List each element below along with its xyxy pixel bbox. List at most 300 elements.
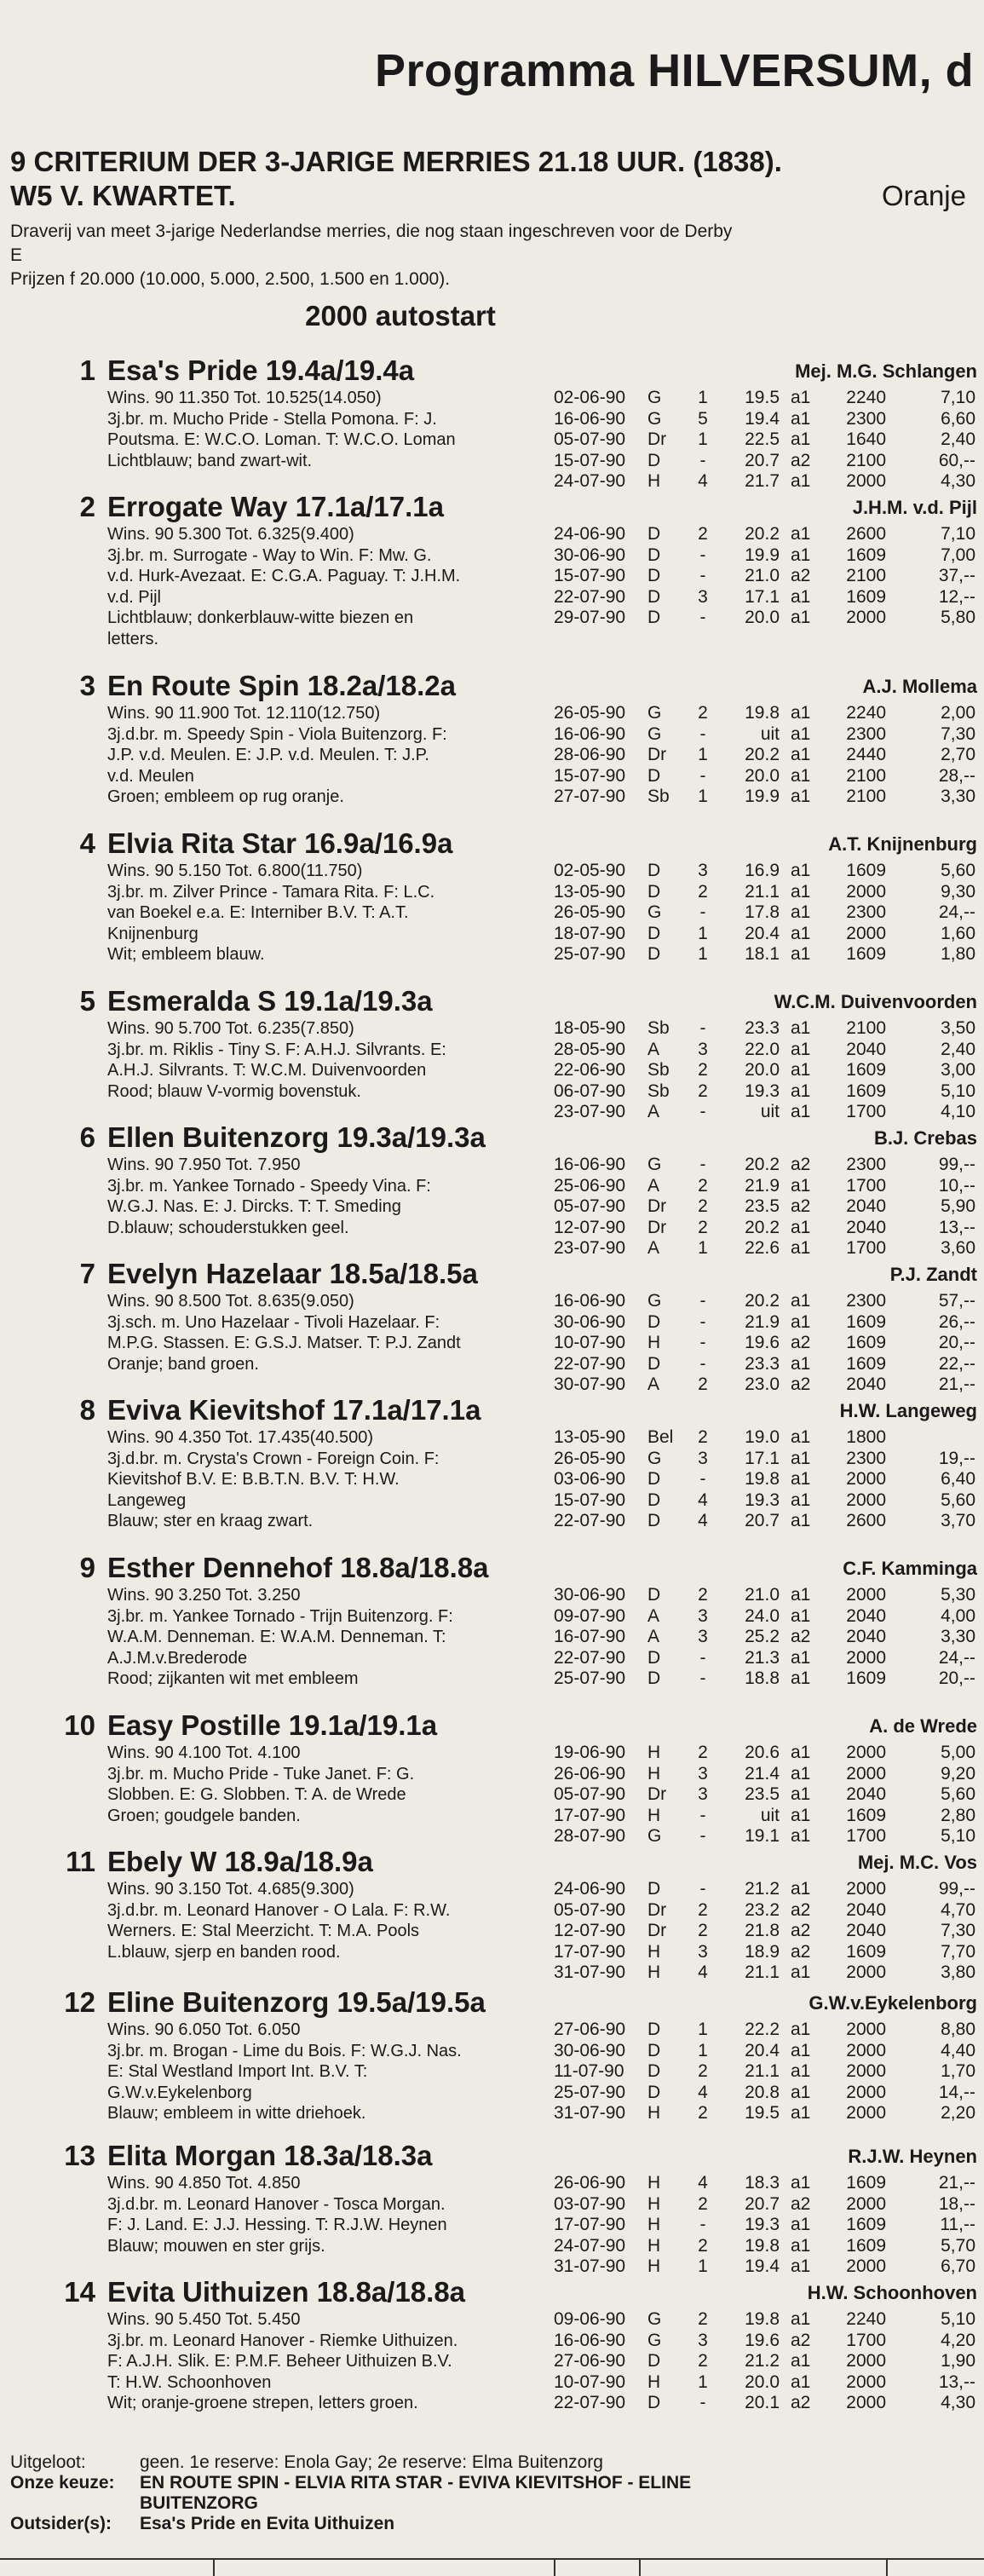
run-date: 19-06-90	[554, 1743, 626, 1762]
run-start: a1	[791, 1060, 811, 1080]
run-time: 18.9	[745, 1941, 780, 1962]
run-start: a1	[791, 429, 811, 449]
run-place: -	[699, 1879, 706, 1899]
run-distance: 2000	[846, 1469, 886, 1489]
horse-detail-line: F: A.J.H. Slik. E: P.M.F. Beheer Uithuizen B.V.	[107, 2352, 452, 2371]
run-start: a1	[791, 2082, 811, 2102]
run-date: 15-07-90	[554, 566, 626, 585]
run-date: 12-07-90	[554, 1921, 626, 1940]
run-track: H	[647, 2103, 661, 2123]
run-track: G	[647, 1155, 662, 1174]
run-place: -	[699, 1668, 706, 1688]
run-odds: 5,80	[941, 608, 975, 627]
horse-detail-line: L.blauw, sjerp en banden rood.	[107, 1942, 341, 1962]
run-time: 20.2	[745, 745, 780, 764]
run-start: a1	[791, 1784, 811, 1804]
run-distance: 2040	[846, 1374, 886, 1394]
keuze-label: Onze keuze:	[10, 2473, 115, 2492]
run-odds: 5,10	[941, 2309, 975, 2329]
run-odds: 4,30	[941, 471, 975, 491]
run-place: 4	[698, 471, 708, 491]
run-place: 3	[698, 1784, 708, 1804]
run-odds: 7,10	[941, 524, 975, 544]
horse-detail-line: A.H.J. Silvrants. T: W.C.M. Duivenvoorden	[107, 1061, 427, 1080]
run-place: -	[699, 450, 706, 470]
run-start: a1	[791, 524, 811, 544]
horse-details	[107, 1879, 508, 1962]
run-time: 18.8	[745, 1668, 780, 1688]
horse-name: Evelyn Hazelaar 18.5a/18.5a	[107, 1258, 478, 1289]
run-distance: 1700	[846, 1826, 886, 1846]
horse-number: 5	[79, 985, 95, 1017]
run-time: 20.0	[745, 2371, 780, 2392]
run-date: 26-05-90	[554, 1448, 626, 1468]
run-distance: 1609	[846, 1805, 886, 1825]
run-time: 23.3	[745, 1353, 780, 1374]
run-time: 20.8	[745, 2082, 780, 2102]
run-start: a1	[791, 2061, 811, 2081]
run-odds: 2,40	[941, 1039, 975, 1059]
horse-detail-line: Blauw; mouwen en ster grijs.	[107, 2236, 325, 2256]
run-odds: 5,10	[941, 1826, 975, 1846]
run-distance: 2000	[846, 1879, 886, 1899]
horse-detail-line: F: J. Land. E: J.J. Hessing. T: R.J.W. Heynen	[107, 2216, 447, 2234]
run-track: Dr	[647, 1899, 667, 1920]
run-start: a1	[791, 2371, 811, 2392]
horse-detail-line: Wins. 90 8.500 Tot. 8.635(9.050)	[107, 1292, 354, 1311]
horse-detail-line: letters.	[107, 629, 159, 648]
run-date: 16-07-90	[554, 1627, 626, 1646]
horse-number: 14	[64, 2276, 95, 2308]
horse-detail-line: Wins. 90 11.350 Tot. 10.525(14.050)	[107, 389, 382, 407]
run-time: 21.4	[745, 1763, 780, 1784]
run-odds: 2,20	[941, 2103, 975, 2123]
run-distance: 2000	[846, 2020, 886, 2039]
run-time: 22.0	[745, 1039, 780, 1059]
run-time: 23.5	[745, 1196, 780, 1216]
run-start: a2	[791, 566, 811, 585]
run-place: 3	[698, 1627, 708, 1646]
run-start: a1	[791, 1743, 811, 1762]
run-start: a1	[791, 902, 811, 922]
run-place: 3	[698, 586, 708, 607]
run-time: 19.5	[745, 388, 780, 407]
run-place: 1	[698, 923, 708, 943]
run-odds: 12,--	[938, 586, 975, 607]
run-track: H	[647, 1763, 661, 1784]
horse-detail-line: 3j.br. m. Surrogate - Way to Win. F: Mw. G.	[107, 545, 432, 565]
run-distance: 1700	[846, 1175, 886, 1196]
run-odds: 19,--	[938, 1448, 975, 1468]
horse-number: 11	[66, 1846, 95, 1877]
horse-name: Elita Morgan 18.3a/18.3a	[107, 2140, 433, 2171]
run-place: 3	[698, 1941, 708, 1962]
run-track: Sb	[647, 1081, 670, 1101]
run-distance: 2000	[846, 2082, 886, 2102]
run-start: a1	[791, 1039, 811, 1059]
horse-trainer: Mej. M.G. Schlangen	[795, 360, 977, 382]
run-odds: 1,60	[941, 923, 975, 943]
run-distance: 2040	[846, 1921, 886, 1940]
run-time: 20.0	[745, 608, 780, 627]
run-odds: 7,70	[941, 1941, 975, 1962]
run-distance: 2040	[846, 1039, 886, 1059]
run-place: 3	[698, 2330, 708, 2350]
run-date: 13-05-90	[554, 881, 626, 902]
run-time: 23.5	[745, 1784, 780, 1804]
run-place: 1	[698, 2256, 708, 2276]
horse-detail-line: Oranje; band groen.	[107, 1354, 259, 1374]
run-start: a2	[791, 1899, 811, 1920]
run-track: A	[647, 1175, 660, 1196]
race-color: Oranje	[881, 180, 966, 211]
run-place: -	[699, 1647, 706, 1668]
horse-number: 12	[64, 1986, 95, 2018]
run-odds: 24,--	[938, 902, 975, 922]
run-place: 4	[698, 2082, 708, 2102]
run-track: H	[647, 471, 661, 491]
horse-details	[107, 1155, 508, 1238]
run-odds: 13,--	[938, 1217, 975, 1237]
horse-detail-line: Wins. 90 3.150 Tot. 4.685(9.300)	[107, 1880, 354, 1899]
run-track: D	[647, 1879, 661, 1899]
run-start: a1	[791, 545, 811, 565]
run-time: 20.7	[745, 1511, 780, 1530]
run-date: 05-07-90	[554, 1899, 626, 1920]
run-distance: 1609	[846, 1060, 886, 1080]
run-track: Bel	[647, 1427, 674, 1447]
race-prizes: Prijzen f 20.000 (10.000, 5.000, 2.500, 1.500 en 1.000).	[10, 269, 451, 289]
run-date: 05-07-90	[554, 1196, 626, 1216]
run-track: A	[647, 1374, 660, 1394]
run-start: a1	[791, 1175, 811, 1196]
run-track: H	[647, 2256, 661, 2276]
run-date: 31-07-90	[554, 2256, 626, 2276]
horse-name: Elvia Rita Star 16.9a/16.9a	[107, 827, 453, 859]
run-time: 20.2	[745, 1291, 780, 1311]
run-distance: 2000	[846, 1743, 886, 1762]
run-odds: 2,40	[941, 429, 975, 449]
run-odds: 6,60	[941, 408, 975, 429]
run-odds: 60,--	[938, 450, 975, 470]
run-start: a1	[791, 2020, 811, 2039]
run-place: -	[699, 545, 706, 565]
run-time: 19.3	[745, 1490, 780, 1510]
horse-detail-line: 3j.br. m. Yankee Tornado - Trijn Buitenzorg. F:	[107, 1606, 453, 1626]
run-place: 3	[698, 1605, 708, 1626]
run-track: D	[647, 861, 661, 880]
run-odds: 21,--	[938, 2173, 975, 2193]
horse-detail-line: 3j.d.br. m. Leonard Hanover - O Lala. F: R.W.	[107, 1900, 451, 1920]
run-start: a1	[791, 1962, 811, 1982]
run-date: 16-06-90	[554, 2330, 626, 2350]
run-date: 15-07-90	[554, 765, 626, 786]
horse-details	[107, 1427, 508, 1532]
run-track: D	[647, 1511, 661, 1530]
run-time: 20.7	[745, 450, 780, 470]
run-time: 21.2	[745, 2351, 780, 2371]
run-place: 1	[698, 745, 708, 764]
run-distance: 1800	[846, 1427, 886, 1447]
run-time: 17.1	[745, 586, 780, 607]
horse-trainer: A. de Wrede	[869, 1715, 977, 1737]
horse-details	[107, 524, 508, 649]
run-time: 21.9	[745, 1311, 780, 1332]
run-date: 05-07-90	[554, 1784, 626, 1804]
run-time: 20.7	[745, 2193, 780, 2214]
horse-name: En Route Spin 18.2a/18.2a	[107, 670, 456, 701]
run-odds: 6,70	[941, 2256, 975, 2276]
horse-trainer: H.W. Langeweg	[839, 1400, 977, 1421]
run-distance: 2440	[846, 745, 886, 764]
run-distance: 2240	[846, 703, 886, 723]
horse-trainer: B.J. Crebas	[873, 1127, 977, 1149]
run-place: 2	[698, 1081, 708, 1101]
run-odds: 6,40	[941, 1469, 975, 1489]
run-place: 1	[698, 429, 708, 449]
run-track: D	[647, 586, 661, 607]
run-distance: 2300	[846, 1155, 886, 1174]
run-track: A	[647, 1039, 660, 1059]
horse-detail-line: v.d. Pijl	[107, 587, 161, 607]
run-date: 09-07-90	[554, 1605, 626, 1626]
horse-name: Esther Dennehof 18.8a/18.8a	[107, 1552, 489, 1583]
run-odds: 3,80	[941, 1962, 975, 1982]
run-time: 19.3	[745, 1081, 780, 1101]
run-distance: 2000	[846, 2103, 886, 2123]
run-time: 21.8	[745, 1921, 780, 1940]
run-odds: 8,80	[941, 2020, 975, 2039]
horse-detail-line: Groen; goudgele banden.	[107, 1806, 301, 1825]
run-place: 2	[698, 1196, 708, 1216]
horse-details	[107, 1585, 508, 1690]
outsider-row	[10, 2514, 973, 2534]
run-place: 1	[698, 2040, 708, 2060]
run-distance: 1640	[846, 429, 886, 449]
run-time: uit	[760, 1102, 780, 1121]
run-distance: 1700	[846, 1102, 886, 1121]
run-track: G	[647, 2309, 662, 2329]
run-date: 05-07-90	[554, 429, 626, 449]
run-time: 18.3	[745, 2173, 780, 2193]
run-distance: 1609	[846, 1311, 886, 1332]
run-time: 21.1	[745, 2061, 780, 2081]
run-distance: 1609	[846, 2173, 886, 2193]
run-distance: 2040	[846, 1196, 886, 1216]
run-date: 17-07-90	[554, 2215, 626, 2234]
horse-detail-line: Lichtblauw; donkerblauw-witte biezen en	[107, 608, 414, 627]
run-time: 23.0	[745, 1374, 780, 1394]
horse-detail-line: Wins. 90 5.150 Tot. 6.800(11.750)	[107, 862, 363, 880]
run-odds: 20,--	[938, 1668, 975, 1688]
run-time: 24.0	[745, 1605, 780, 1626]
run-time: 19.5	[745, 2103, 780, 2123]
run-start: a1	[791, 1081, 811, 1101]
run-distance: 1609	[846, 1333, 886, 1352]
run-time: 20.0	[745, 1060, 780, 1080]
run-date: 16-06-90	[554, 723, 626, 744]
horse-number: 7	[79, 1258, 95, 1289]
run-track: G	[647, 902, 662, 922]
rule-tick	[213, 2560, 215, 2576]
run-distance: 1609	[846, 2215, 886, 2234]
run-distance: 2300	[846, 1291, 886, 1311]
horse-name: Errogate Way 17.1a/17.1a	[107, 491, 445, 522]
run-start: a2	[791, 1155, 811, 1174]
run-distance: 2000	[846, 923, 886, 943]
run-place: 2	[698, 2235, 708, 2256]
run-track: G	[647, 2330, 662, 2350]
horse-detail-line: W.G.J. Nas. E: J. Dircks. T: T. Smeding	[107, 1197, 401, 1216]
run-distance: 1609	[846, 861, 886, 880]
run-place: -	[699, 566, 706, 585]
run-track: H	[647, 2371, 661, 2392]
run-distance: 1609	[846, 2235, 886, 2256]
run-start: a1	[791, 1238, 811, 1258]
run-date: 17-07-90	[554, 1941, 626, 1962]
run-time: 19.6	[745, 1333, 780, 1352]
run-start: a1	[791, 2309, 811, 2329]
run-place: 3	[698, 1039, 708, 1059]
start-type: 2000 autostart	[305, 300, 496, 331]
run-odds: 9,20	[941, 1763, 975, 1784]
run-place: 2	[698, 524, 708, 544]
horse-detail-line: Wins. 90 3.250 Tot. 3.250	[107, 1586, 301, 1605]
run-track: D	[647, 1668, 661, 1688]
run-odds: 3,00	[941, 1060, 975, 1080]
run-distance: 2000	[846, 2193, 886, 2214]
run-track: G	[647, 1826, 662, 1846]
run-distance: 2040	[846, 1605, 886, 1626]
run-date: 10-07-90	[554, 1333, 626, 1352]
run-time: 21.0	[745, 566, 780, 585]
run-track: D	[647, 566, 661, 585]
run-distance: 1609	[846, 586, 886, 607]
run-date: 24-07-90	[554, 471, 626, 491]
run-date: 26-05-90	[554, 902, 626, 922]
run-track: D	[647, 1353, 661, 1374]
run-place: 4	[698, 1490, 708, 1510]
horse-detail-line: v.d. Hurk-Avezaat. E: C.G.A. Paguay. T: J.H.M.	[107, 567, 461, 585]
run-distance: 2300	[846, 902, 886, 922]
race-bet-type: W5 V. KWARTET.	[10, 180, 236, 211]
horse-trainer: A.J. Mollema	[862, 676, 977, 697]
run-date: 25-07-90	[554, 944, 626, 964]
run-time: 20.2	[745, 1155, 780, 1174]
run-odds: 4,30	[941, 2393, 975, 2412]
horse-detail-line: T: H.W. Schoonhoven	[107, 2372, 272, 2392]
run-distance: 1700	[846, 1238, 886, 1258]
run-track: G	[647, 1448, 662, 1468]
run-place: -	[699, 902, 706, 922]
horse-detail-line: 3j.br. m. Leonard Hanover - Riemke Uithuizen.	[107, 2331, 458, 2350]
run-place: 2	[698, 1585, 708, 1605]
horse-detail-line: 3j.d.br. m. Crysta's Crown - Foreign Coin. F:	[107, 1449, 440, 1468]
run-time: 19.8	[745, 2309, 780, 2329]
run-date: 31-07-90	[554, 2103, 626, 2123]
run-place: 2	[698, 703, 708, 723]
run-time: 19.8	[745, 1469, 780, 1489]
run-start: a1	[791, 1490, 811, 1510]
run-start: a2	[791, 1921, 811, 1940]
run-place: 1	[698, 787, 708, 806]
run-odds: 5,30	[941, 1585, 975, 1605]
run-distance: 2100	[846, 450, 886, 470]
run-track: D	[647, 2040, 661, 2060]
run-time: 21.9	[745, 1175, 780, 1196]
run-odds: 3,60	[941, 1238, 975, 1258]
run-time: 21.1	[745, 881, 780, 902]
run-track: H	[647, 2193, 661, 2214]
horse-detail-line: 3j.br. m. Mucho Pride - Tuke Janet. F: G.	[107, 1764, 415, 1784]
horse-number: 3	[79, 670, 95, 701]
run-place: 4	[698, 1511, 708, 1530]
run-start: a2	[791, 1196, 811, 1216]
horse-trainer: A.T. Knijnenburg	[828, 833, 977, 855]
run-distance: 2000	[846, 2061, 886, 2081]
run-time: 19.1	[745, 1826, 780, 1846]
run-track: D	[647, 1490, 661, 1510]
run-odds: 7,30	[941, 723, 975, 744]
run-place: 4	[698, 2173, 708, 2193]
run-start: a1	[791, 1585, 811, 1605]
run-place: 2	[698, 2351, 708, 2371]
run-date: 26-05-90	[554, 703, 626, 723]
run-place: 1	[698, 2020, 708, 2039]
run-track: Dr	[647, 1217, 667, 1237]
run-odds: 5,00	[941, 1743, 975, 1762]
run-track: D	[647, 765, 661, 786]
run-start: a1	[791, 1668, 811, 1688]
run-date: 23-07-90	[554, 1238, 626, 1258]
run-track: H	[647, 1743, 661, 1762]
run-distance: 1609	[846, 944, 886, 964]
run-start: a1	[791, 1763, 811, 1784]
run-odds: 5,60	[941, 1490, 975, 1510]
run-start: a1	[791, 1018, 811, 1038]
horse-number: 2	[79, 491, 95, 522]
run-start: a1	[791, 2235, 811, 2256]
run-start: a1	[791, 1511, 811, 1530]
run-time: 19.9	[745, 787, 780, 806]
run-distance: 1700	[846, 2330, 886, 2350]
run-odds: 26,--	[938, 1311, 975, 1332]
run-time: 17.8	[745, 902, 780, 922]
horse-detail-line: Wit; embleem blauw.	[107, 945, 265, 964]
run-odds: 1,80	[941, 944, 975, 964]
horse-detail-line: Langeweg	[107, 1490, 187, 1510]
race-title: 9 CRITERIUM DER 3-JARIGE MERRIES 21.18 UUR. (1838).	[10, 146, 782, 177]
run-distance: 1609	[846, 1353, 886, 1374]
run-date: 06-07-90	[554, 1081, 626, 1101]
run-distance: 2040	[846, 1899, 886, 1920]
horse-details	[107, 703, 508, 808]
run-track: Dr	[647, 1784, 667, 1804]
page-title: Programma HILVERSUM, d	[375, 45, 975, 96]
run-track: D	[647, 881, 661, 902]
run-distance: 1609	[846, 1668, 886, 1688]
run-place: -	[699, 1155, 706, 1174]
run-odds: 99,--	[938, 1155, 975, 1174]
run-start: a1	[791, 1427, 811, 1447]
run-distance: 2040	[846, 1217, 886, 1237]
run-time: 19.8	[745, 703, 780, 723]
run-start: a1	[791, 1217, 811, 1237]
run-odds: 24,--	[938, 1647, 975, 1668]
run-place: -	[699, 2215, 706, 2234]
horse-detail-line: Groen; embleem op rug oranje.	[107, 787, 344, 806]
race-header	[10, 145, 973, 213]
